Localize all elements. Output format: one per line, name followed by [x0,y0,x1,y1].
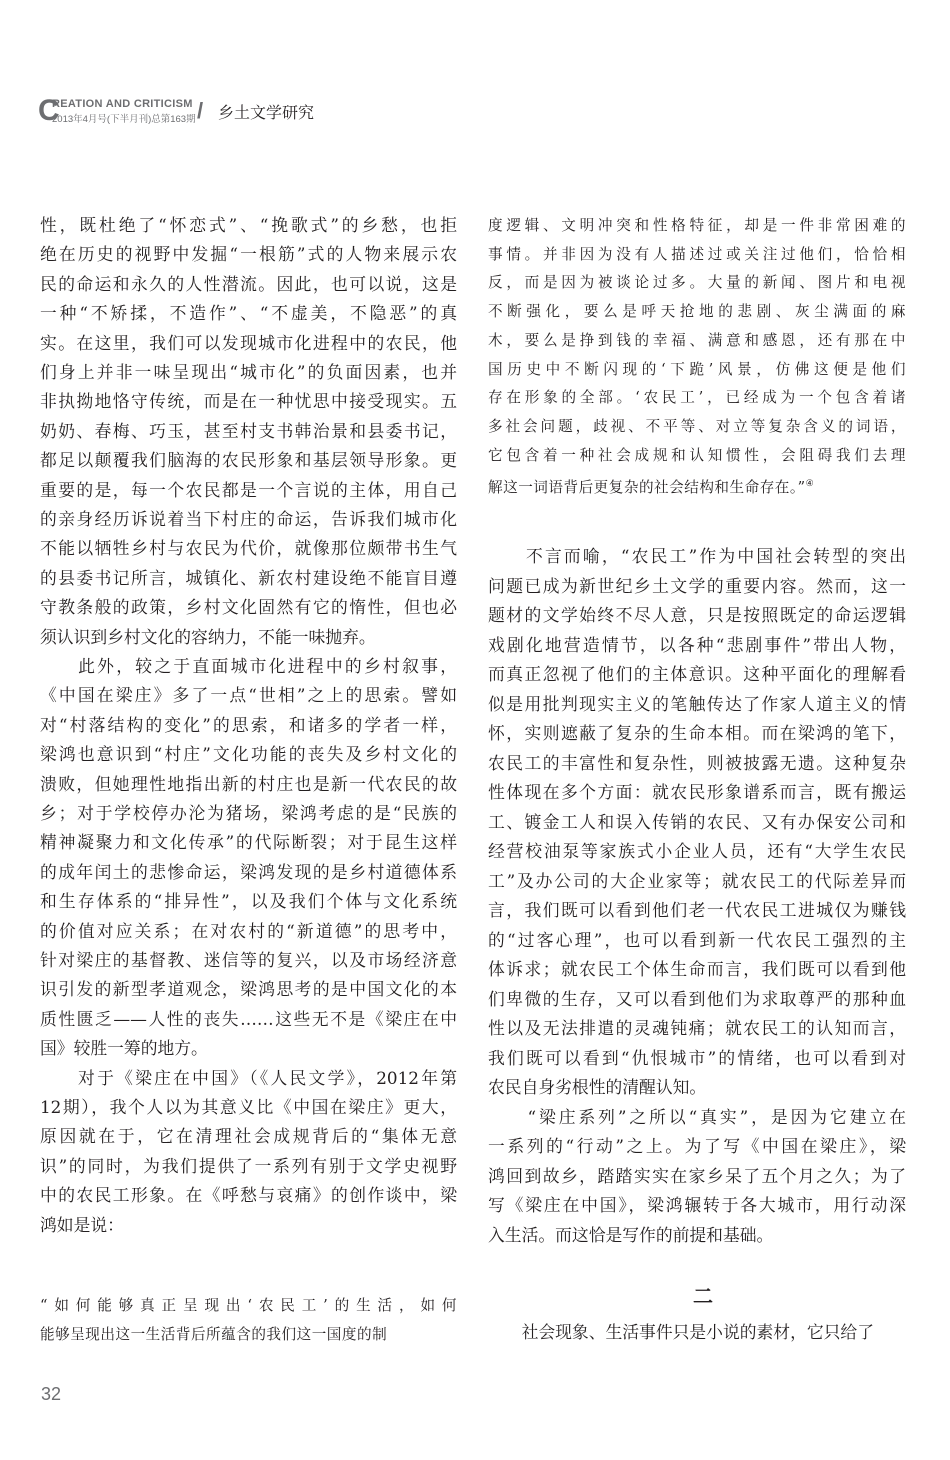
quote-line: 事情。并非因为没有人描述过或关注过他们，恰恰相 [488,245,906,263]
body-line: 们身上并非一味呈现出“城市化”的负面因素，也并 [40,362,457,382]
body-line: 我们既可以看到“仇恨城市”的情绪，也可以看到对 [488,1047,906,1068]
quote-line: 多社会问题，歧视、不平等、对立等复杂含义的词语， [488,417,906,435]
body-line: 奶奶、春梅、巧玉，甚至村支书韩治景和县委书记， [40,420,457,441]
body-line: 的成年闰土的悲惨命运，梁鸿发现的是乡村道德体系 [40,861,457,882]
body-line: “梁庄系列”之所以“真实”，是因为它建立在 [488,1106,906,1127]
body-line: 写《梁庄在中国》，梁鸿辗转于各大城市，用行动深 [488,1195,906,1215]
body-line: 和生存体系的“排异性”，以及我们个体与文化系统 [40,891,457,912]
body-line: 戏剧化地营造情节，以各种“悲剧事件”带出人物， [488,634,906,655]
body-line: 社会现象、生活事件只是小说的素材，它只给了 [488,1322,874,1342]
body-line: 12期），我个人以为其意义比《中国在梁庄》更大， [40,1097,457,1117]
quote-line: 存在形象的全部。‘农民工’，已经成为一个包含着诸 [488,389,906,407]
body-line: 梁鸿也意识到“村庄”文化功能的丧失及乡村文化的 [40,744,457,765]
quote-line: 解这一词语背后更复杂的社会结构和生命存在。”④ [488,479,815,497]
issue-info: 2013年4月号(下半月刊)总第163期 [52,114,196,125]
section-heading: 二 [693,1284,713,1308]
body-line: 言，我们既可以看到他们老一代农民工进城仅为赚钱 [488,900,906,920]
body-line: 重要的是，每一个农民都是一个言说的主体，用自己 [40,479,457,500]
body-line: 非执拗地恪守传统，而是在一种忧思中接受现实。五 [40,391,457,412]
body-line: 《中国在梁庄》多了一点“世相”之上的思索。譬如 [40,685,457,706]
body-line: 经营校油泵等家族式小企业人员，还有“大学生农民 [488,841,906,861]
body-line: 问题已成为新世纪乡土文学的重要内容。然而，这一 [488,575,906,596]
body-line: 不能以牺牲乡村与农民为代价，就像那位颇带书生气 [40,538,457,559]
body-line: 原因就在于，它在清理社会成规背后的“集体无意 [40,1126,457,1147]
page-number: 32 [41,1384,62,1404]
body-line: 守教条般的政策，乡村文化固然有它的惰性，但也必 [40,597,457,618]
body-line: 绝在历史的视野中发掘“一根筋”式的人物来展示农 [40,244,457,265]
header-divider-slash: / [197,98,204,123]
body-line: 似是用批判现实主义的笔触传达了作家人道主义的情 [488,693,906,714]
body-line: 中的农民工形象。在《呼愁与哀痛》的创作谈中，梁 [40,1185,457,1206]
body-line: 识”的同时，为我们提供了一系列有别于文学史视野 [40,1155,457,1176]
body-line: 溃败，但她理性地指出新的村庄也是新一代农民的故 [40,773,457,794]
body-line: 识引发的新型孝道观念，梁鸿思考的是中国文化的本 [40,979,457,1000]
journal-logo-initial: C [38,94,60,127]
body-line: 入生活。而这恰是写作的前提和基础。 [488,1224,774,1245]
quote-line: 度逻辑、文明冲突和性格特征，却是一件非常困难的 [488,217,906,234]
body-line: 们卑微的生存，又可以看到他们为求取尊严的那种血 [488,988,906,1009]
body-line: 国》较胜一筹的地方。 [40,1038,208,1059]
quote-line: 不断强化，要么是呼天抢地的悲剧、灰尘满面的麻 [488,303,906,321]
body-line: 对“村落结构的变化”的思索，和诸多的学者一样， [40,714,457,735]
body-line: 实。在这里，我们可以发现城市化进程中的农民，他 [40,332,457,353]
body-line: 工、镀金工人和误入传销的农民、又有办保安公司和 [488,811,906,832]
quote-line: 国历史中不断闪现的‘下跪’风景，仿佛这便是他们 [488,360,906,378]
quote-line: 它包含着一种社会成规和认知惯性，会阻碍我们去理 [488,446,906,464]
body-line: 此外，较之于直面城市化进程中的乡村叙事， [40,656,457,676]
quote-line: 反，而是因为被谈论过多。大量的新闻、图片和电视 [488,274,906,292]
body-line: 农民自身劣根性的清醒认知。 [488,1077,707,1097]
footnote-marker: ④ [805,479,815,490]
body-line: 一种“不矫揉，不造作”、“不虚美，不隐恶”的真 [40,303,457,324]
quote-line: “如何能够真正呈现出‘农民工’的生活，如何 [40,1297,457,1314]
body-line: 的亲身经历诉说着当下村庄的命运，告诉我们城市化 [40,509,457,529]
body-line: 对于《梁庄在中国》（《人民文学》，2012年第 [40,1067,457,1088]
quote-line: 木，要么是挣到钱的幸福、满意和感恩，还有那在中 [488,331,906,349]
body-line: 工”及办公司的大企业家等；就农民工的代际差异而 [488,870,906,891]
quote-line: 能够呈现出这一生活背后所蕴含的我们这一国度的制 [40,1326,388,1343]
body-line: 乡；对于学校停办沦为猪场，梁鸿考虑的是“民族的 [40,803,457,823]
body-line: 针对梁庄的基督教、迷信等的复兴，以及市场经济意 [40,950,457,970]
body-line: 都足以颠覆我们脑海的农民形象和基层领导形象。更 [40,450,457,471]
body-line: 性体现在多个方面：就农民形象谱系而言，既有搬运 [488,782,906,802]
body-line: 的“过客心理”，也可以看到新一代农民工强烈的主 [488,929,906,950]
body-line: 怀，实则遮蔽了复杂的生命本相。而在梁鸿的笔下， [488,723,906,743]
journal-title-english: REATION AND CRITICISM [52,98,193,110]
body-line: 的县委书记所言，城镇化、新农村建设绝不能盲目遵 [40,567,457,588]
body-line: 性以及无法排遣的灵魂钝痛；就农民工的认知而言， [488,1018,906,1038]
body-line: 质性匮乏——人性的丧失……这些无不是《梁庄在中 [40,1008,457,1029]
body-line: 鸿回到故乡，踏踏实实在家乡呆了五个月之久；为了 [488,1165,906,1186]
body-line: 而真正忽视了他们的主体意识。这种平面化的理解看 [488,664,906,684]
body-line: 一系列的“行动”之上。为了写《中国在梁庄》，梁 [488,1136,906,1156]
body-line: 性，既杜绝了“怀恋式”、“挽歌式”的乡愁，也拒 [40,215,457,235]
body-line: 须认识到乡村文化的容纳力，不能一味抛弃。 [40,626,376,647]
section-title: 乡土文学研究 [218,103,315,122]
body-line: 农民工的丰富性和复杂性，则被披露无遗。这种复杂 [488,752,906,773]
body-line: 的价值对应关系；在对农村的“新道德”的思考中， [40,920,457,941]
body-line: 体诉求；就农民工个体生命而言，我们既可以看到他 [488,959,906,979]
body-line: 精神凝聚力和文化传承”的代际断裂；对于昆生这样 [40,832,457,853]
body-line: 不言而喻，“农民工”作为中国社会转型的突出 [488,546,906,566]
body-line: 民的命运和永久的人性潜流。因此，也可以说，这是 [40,273,457,294]
body-line: 题材的文学始终不尽人意，只是按照既定的命运逻辑 [488,605,906,625]
body-line: 鸿如是说： [40,1214,124,1235]
